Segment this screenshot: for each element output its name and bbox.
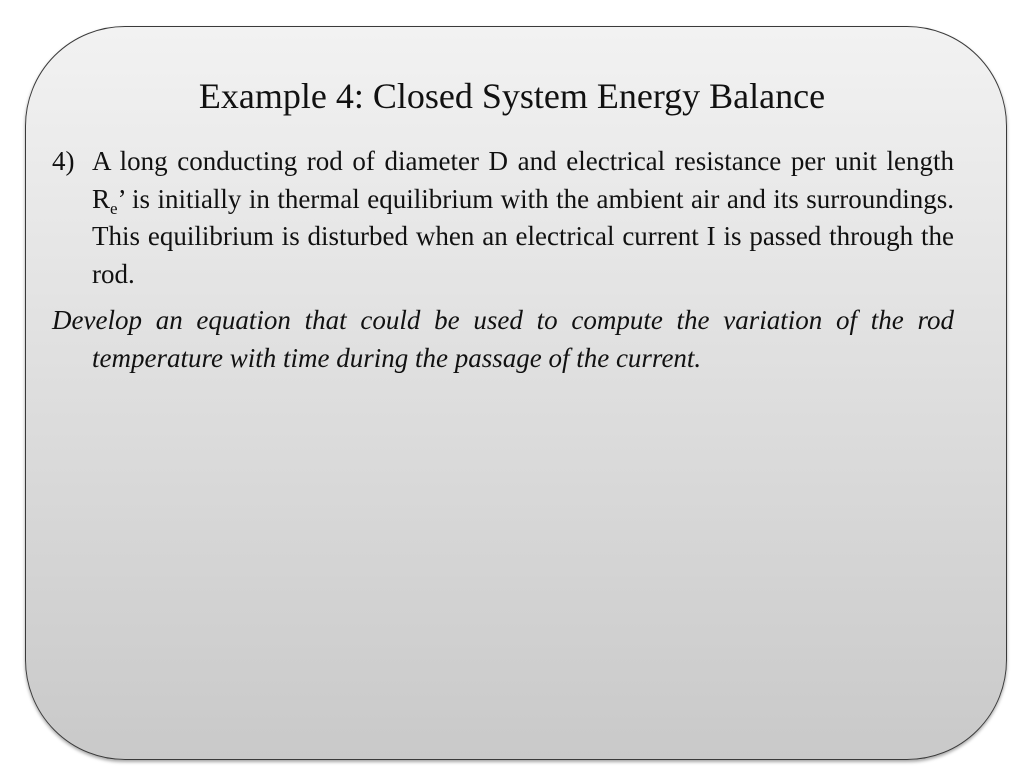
problem-text-part-1: A long conducting rod of diameter D and electrical resistance per unit length R	[92, 146, 954, 214]
resistance-subscript: e	[110, 198, 118, 218]
slide-card	[25, 26, 1007, 760]
problem-text-part-2: ’ is initially in thermal equilibrium with the ambient air and its surroundings. This equilibrium is disturbed when an electrical current I is passed through the rod.	[92, 183, 954, 289]
problem-statement	[52, 143, 954, 293]
task-statement: Develop an equation that could be used to compute the variation of the rod temperature with time during the passage of the current.	[52, 305, 954, 373]
problem-number: 4)	[52, 146, 75, 176]
slide-title: Example 4: Closed System Energy Balance	[198, 76, 826, 116]
